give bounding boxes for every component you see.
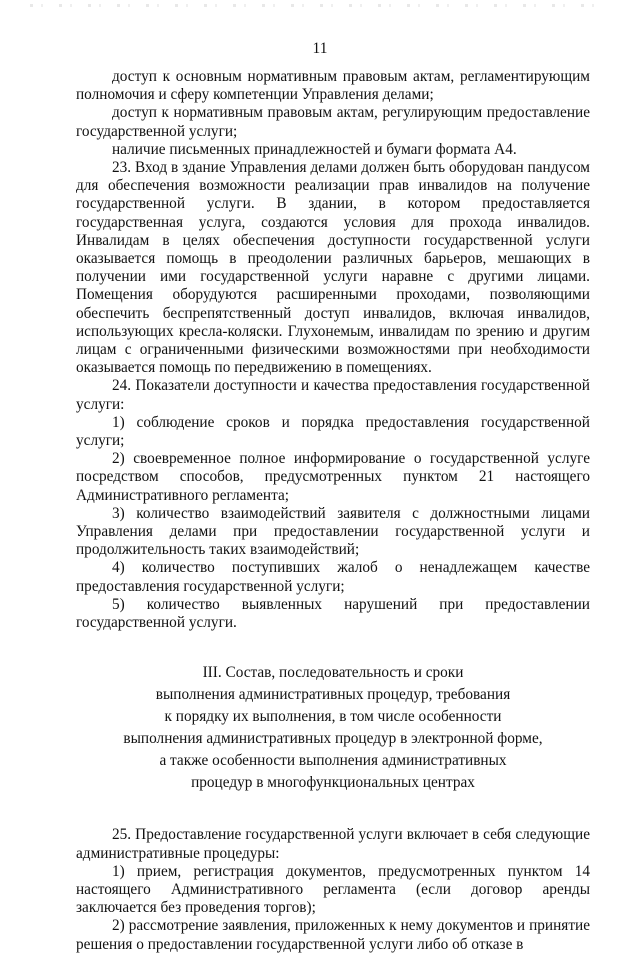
list-item: 2) своевременное полное информирование о государственной услуге посредством способов, предусмотренных пунктом 21 настоящего Административного регламента; — [76, 450, 590, 504]
list-item: 4) количество поступивших жалоб о ненадлежащем качестве предоставления государственной услуги; — [76, 559, 590, 595]
paragraph-23: 23. Вход в здание Управления делами должен быть оборудован пандусом для обеспечения возможности реализации прав инвалидов на получение государственной услуги. В здании, в котором предоставляется государственная услуга, создаются условия для прохода инвалидов. Инвалидам в целях обеспечения доступности государственной услуги оказывается помощь в преодолении различных барьеров, мешающих в получении ими государственной услуги наравне с другими лицами. Помещения оборудуются расширенными проходами, позволяющими обеспечить беспрепятственный доступ инвалидов, включая инвалидов, использующих кресла-коляски. Глухонемым, инвалидам по зрению и другим лицам с ограниченными физическими возможностями при необходимости оказывается помощь по передвижению в помещениях. — [76, 159, 590, 377]
heading-line: выполнения административных процедур, требования — [155, 686, 511, 704]
scan-artifact — [30, 4, 610, 7]
paragraph-24: 24. Показатели доступности и качества предоставления государственной услуги: — [76, 377, 590, 413]
heading-line: выполнения административных процедур в электронной форме, — [123, 730, 543, 748]
document-body — [76, 68, 590, 954]
list-item: 2) рассмотрение заявления, приложенных к нему документов и принятие решения о предоставлении государственной услуги либо об отказе в — [76, 917, 590, 953]
heading-line: III. Состав, последовательность и сроки — [202, 664, 464, 682]
list-item: 5) количество выявленных нарушений при предоставлении государственной услуги. — [76, 595, 590, 632]
paragraph-25: 25. Предоставление государственной услуги включает в себя следующие административные процедуры: — [76, 826, 590, 862]
heading-line: процедур в многофункциональных центрах — [191, 774, 475, 792]
paragraph: доступ к основным нормативным правовым актам, регламентирующим полномочия и сферу компетенции Управления делами; — [76, 68, 590, 104]
page-number: 11 — [312, 40, 328, 57]
paragraph: доступ к нормативным правовым актам, регулирующим предоставление государственной услуги; — [76, 104, 590, 140]
list-item: 1) соблюдение сроков и порядка предоставления государственной услуги; — [76, 413, 590, 450]
heading-line: к порядку их выполнения, в том числе особенности — [164, 708, 502, 726]
list-item: 1) прием, регистрация документов, предусмотренных пунктом 14 настоящего Административного регламента (если договор аренды заключается без проведения торгов); — [76, 862, 590, 917]
paragraph: наличие письменных принадлежностей и бумаги формата А4. — [112, 140, 517, 158]
list-item: 3) количество взаимодействий заявителя с должностными лицами Управления делами при предоставлении государственной услуги и продолжительность таких взаимодействий; — [76, 504, 590, 559]
heading-line: а также особенности выполнения административных — [159, 752, 507, 770]
section-heading — [76, 662, 590, 794]
